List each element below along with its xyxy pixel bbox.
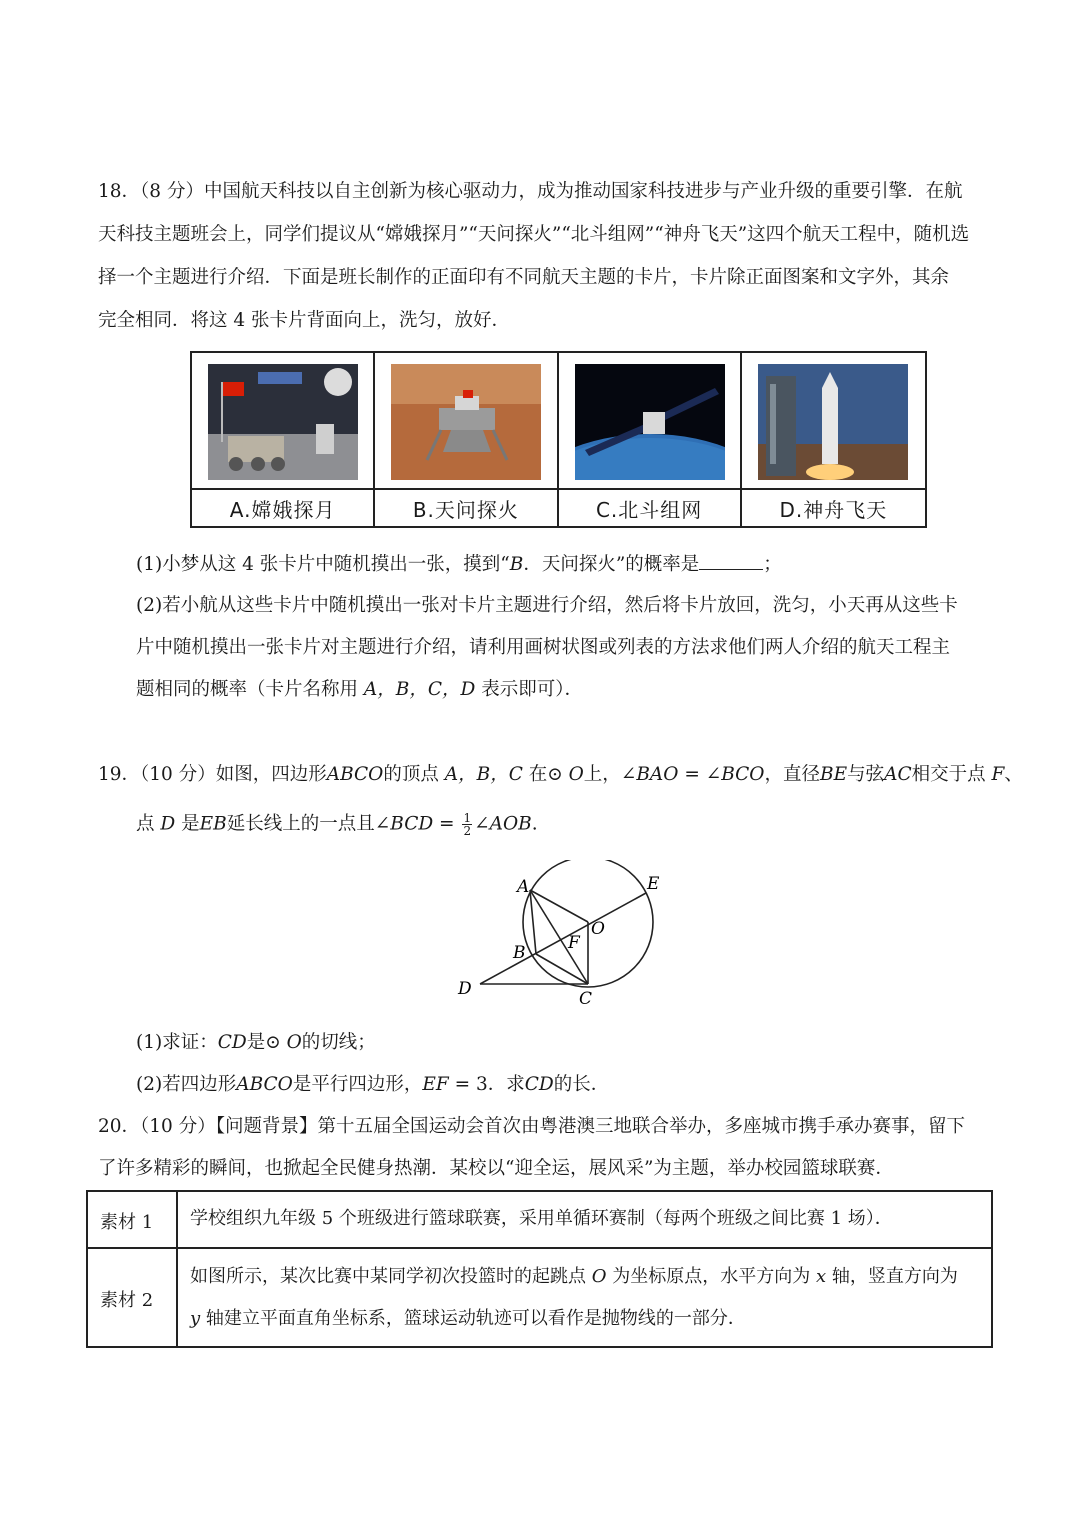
q18-line-3: 择一个主题进行介绍．下面是班长制作的正面印有不同航天主题的卡片，卡片除正面图案和文字外，其余 — [98, 267, 950, 288]
materials-table — [86, 1190, 993, 1348]
t: D — [160, 813, 176, 835]
t: 如图所示，某次比赛中某同学初次投篮时的起跳点 — [190, 1266, 592, 1287]
t: 为坐标原点，水平方向为 — [606, 1266, 816, 1287]
t: EB — [199, 813, 227, 835]
t: 19．（10 分）如图，四边形 — [98, 764, 327, 785]
material-row-1 — [88, 1192, 991, 1249]
t: 上， — [583, 764, 621, 785]
t: x — [815, 1266, 827, 1287]
t: F — [991, 764, 1005, 785]
t: O — [286, 1032, 302, 1053]
q18-part-2-line-2: 片中随机摸出一张卡片对主题进行介绍，请利用画树状图或列表的方法求他们两人介绍的航天工程主 — [136, 637, 951, 658]
t: AC — [884, 764, 912, 785]
t: 、 — [1004, 764, 1023, 785]
t: 点 — [136, 813, 161, 835]
card-label-b: B.天问探火 — [375, 490, 558, 526]
q18-line-2: 天科技主题班会上，同学们提议从“嫦娥探月”“天问探火”“北斗组网”“神舟飞天”这四个航天工程中，随机选 — [98, 224, 970, 245]
t: O — [591, 1266, 607, 1287]
t: ∠AOB — [474, 813, 532, 835]
q18-p1-var: B — [509, 554, 524, 575]
q18-part-2-line-3 — [136, 678, 583, 702]
label-o: O — [591, 919, 605, 939]
t: ABCO — [326, 764, 384, 785]
card-label-a: A.嫦娥探月 — [192, 490, 375, 526]
q18-part-1 — [136, 551, 782, 577]
t: 2 — [463, 824, 472, 838]
q18-part-2-line-1: (2)若小航从这些卡片中随机摸出一张对卡片主题进行介绍，然后将卡片放回，洗匀，小天再从这些卡 — [136, 595, 958, 616]
t: (1)求证： — [136, 1032, 218, 1053]
t: 是⊙ — [246, 1032, 287, 1053]
material-row-2 — [88, 1249, 991, 1346]
fraction-one-half — [462, 812, 472, 837]
satellite-image — [575, 364, 725, 480]
label-d: D — [458, 979, 472, 999]
label-c: C — [579, 989, 593, 1009]
rocket-image — [758, 364, 908, 480]
t: 与弦 — [847, 764, 885, 785]
q18-p2-text-c: 表示即可）． — [475, 679, 583, 700]
label-a: A — [517, 877, 530, 897]
q20-line-1: 20．（10 分）【问题背景】第十五届全国运动会首次由粤港澳三地联合举办，多座城市携手承办赛事，留下 — [98, 1116, 965, 1137]
q18-p1-text-c: ．天问探火”的概率是 — [523, 554, 700, 575]
t: 在⊙ — [522, 764, 569, 785]
t: BE — [819, 764, 848, 785]
t: ABCO — [236, 1074, 293, 1095]
material-2-line-1 — [190, 1265, 958, 1289]
t: 的长． — [553, 1074, 610, 1095]
mars-lander-image — [391, 364, 541, 480]
t: ∠BAO = ∠BCO — [620, 764, 765, 785]
q18-p1-text-d: ； — [763, 554, 782, 575]
t: CD — [217, 1032, 247, 1053]
q19-part-2 — [136, 1073, 609, 1097]
t: (2)若四边形 — [136, 1074, 237, 1095]
q18-p1-text-a: (1)小梦从这 4 张卡片中随机摸出一张，摸到“ — [136, 554, 510, 575]
t: 轴，竖直方向为 — [826, 1266, 958, 1287]
q20-line-2: 了许多精彩的瞬间，也掀起全民健身热潮．某校以“迎全运，展风采”为主题，举办校园篮球联赛． — [98, 1158, 894, 1179]
card-image-beidou — [559, 353, 742, 490]
material-1-text: 学校组织九年级 5 个班级进行篮球联赛，采用单循环赛制（每两个班级之间比赛 1 场）． — [190, 1208, 893, 1229]
t: 相交于点 — [911, 764, 992, 785]
t: ，直径 — [764, 764, 820, 785]
card-table — [190, 351, 927, 528]
q19-line-2 — [136, 812, 538, 837]
t: 的顶点 — [383, 764, 445, 785]
answer-blank[interactable] — [699, 551, 763, 570]
t: O — [568, 764, 584, 785]
card-image-tianwen — [375, 353, 558, 490]
label-e: E — [647, 874, 660, 894]
circle-geometry-diagram — [440, 860, 680, 1010]
material-2-line-2 — [190, 1307, 746, 1331]
t: y — [190, 1308, 201, 1329]
moon-rover-image — [208, 364, 358, 480]
t: EF — [422, 1074, 449, 1095]
card-image-chang-e — [192, 353, 375, 490]
card-label-c: C.北斗组网 — [559, 490, 742, 526]
q18-line-1: 18．（8 分）中国航天科技以自主创新为核心驱动力，成为推动国家科技进步与产业升级的重要引擎．在航 — [98, 181, 963, 202]
t: 是 — [175, 813, 200, 835]
q19-part-1 — [136, 1031, 376, 1055]
q18-p2-text-a: 题相同的概率（卡片名称用 — [136, 679, 364, 700]
t: 延长线上的一点且 — [226, 813, 375, 835]
q18-p2-vars: A，B，C，D — [363, 679, 476, 700]
label-b: B — [513, 943, 526, 963]
t: . — [531, 813, 538, 835]
t: 轴建立平面直角坐标系，篮球运动轨迹可以看作是抛物线的一部分． — [200, 1308, 746, 1329]
t: 的切线； — [301, 1032, 376, 1053]
t: ∠BCD = — [374, 813, 461, 835]
t: 1 — [463, 811, 472, 825]
material-1-label: 素材 1 — [100, 1212, 154, 1233]
t: A，B，C — [444, 764, 523, 785]
t: = 3．求 — [448, 1074, 525, 1095]
material-2-label: 素材 2 — [100, 1290, 154, 1311]
t: CD — [524, 1074, 554, 1095]
label-f: F — [568, 933, 580, 953]
q18-line-4: 完全相同．将这 4 张卡片背面向上，洗匀，放好． — [98, 310, 511, 331]
t: 是平行四边形， — [292, 1074, 423, 1095]
card-image-shenzhou — [742, 353, 925, 490]
q19-line-1 — [98, 763, 1023, 787]
card-label-d: D.神舟飞天 — [779, 497, 888, 522]
